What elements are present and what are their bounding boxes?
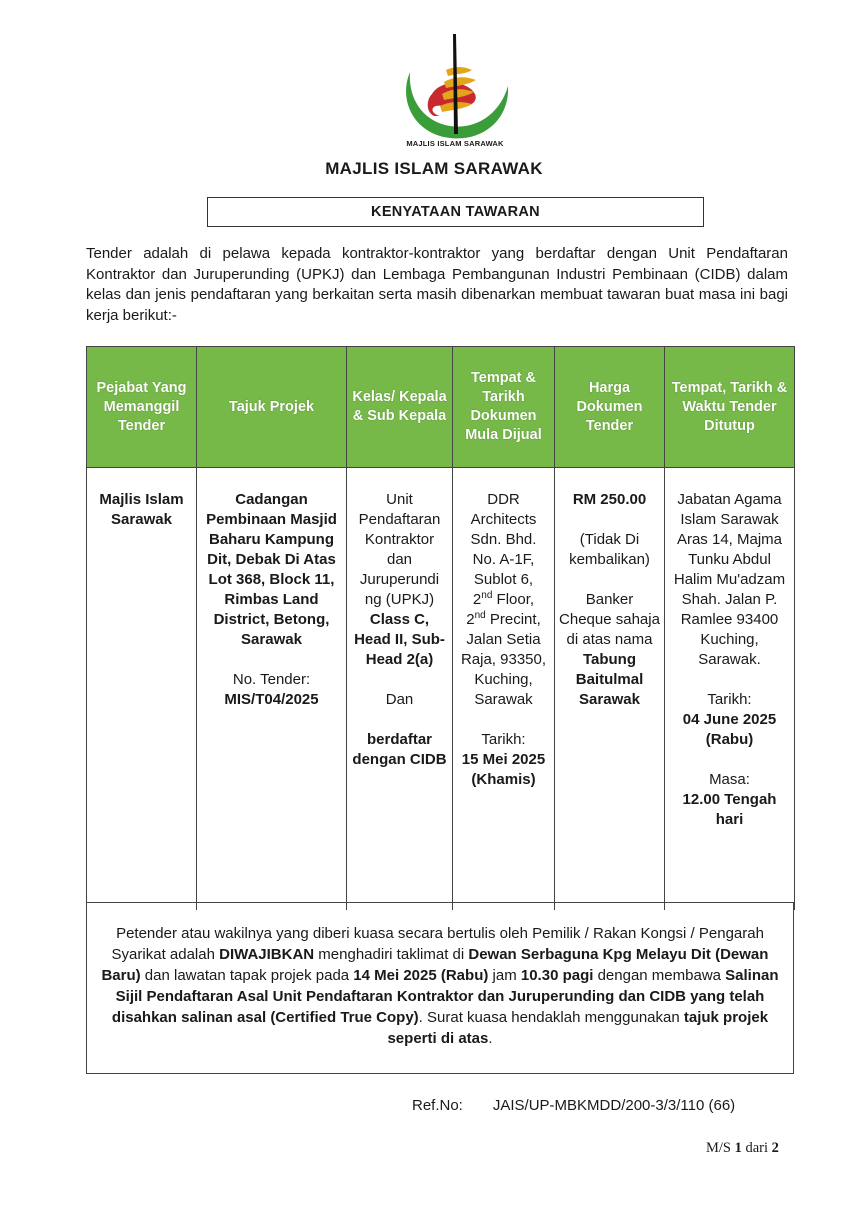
sale-floor bbox=[457, 590, 550, 610]
page-prefix: M/S bbox=[706, 1140, 735, 1156]
header-office: Pejabat Yang Memanggil Tender bbox=[87, 347, 197, 468]
briefing-date: 14 Mei 2025 (Rabu) bbox=[353, 967, 489, 984]
tender-no: MIS/T04/2025 bbox=[224, 691, 319, 708]
class-registration: Unit Pendaftaran Kontraktor dan Juruperundi ng (UPKJ) bbox=[358, 491, 441, 608]
sale-precint-num: 2 bbox=[466, 611, 475, 628]
sale-place-2: Jalan Setia Raja, 93350, Kuching, Sarawak bbox=[460, 631, 547, 708]
close-place: Jabatan Agama Islam Sarawak Aras 14, Majma Tunku Abdul Halim Mu'adzam Shah. Jalan P. Ramlee 93400 Kuching, Sarawak. bbox=[673, 491, 786, 668]
close-time-label: Masa: bbox=[709, 771, 750, 788]
briefing-time: 10.30 pagi bbox=[520, 967, 594, 984]
briefing-notice bbox=[86, 902, 794, 1074]
project-title: Cadangan Pembinaan Masjid Baharu Kampung Dit, Debak Di Atas Lot 368, Block 11, Rimbas Land District, Betong, Sarawak bbox=[206, 491, 337, 648]
sale-date: 15 Mei 2025 (Khamis) bbox=[461, 751, 546, 788]
class-code: Class C, Head II, Sub-Head 2(a) bbox=[354, 611, 445, 668]
sale-place-1: DDR Architects Sdn. Bhd. No. A-1F, Sublot 6, bbox=[470, 491, 537, 588]
briefing-text-3: dan lawatan tapak projek pada bbox=[140, 967, 354, 984]
close-time: 12.00 Tengah hari bbox=[682, 791, 777, 828]
logo-red-swoosh bbox=[428, 83, 476, 116]
sale-date-label: Tarikh: bbox=[481, 731, 526, 748]
briefing-text-4: jam bbox=[488, 967, 521, 984]
close-date: 04 June 2025 (Rabu) bbox=[682, 711, 777, 748]
ref-label: Ref.No: bbox=[412, 1097, 463, 1114]
logo-gold-ribbon-1 bbox=[446, 67, 472, 76]
briefing-text-5: dengan membawa bbox=[593, 967, 726, 984]
payment-text: Banker Cheque sahaja di atas nama bbox=[559, 591, 660, 648]
cell-project bbox=[197, 468, 347, 911]
briefing-text-6: . Surat kuasa hendaklah menggunakan bbox=[418, 1009, 684, 1026]
briefing-bold-1: DIWAJIBKAN bbox=[219, 946, 315, 963]
page-mid: dari bbox=[741, 1140, 772, 1156]
document-price: RM 250.00 bbox=[572, 491, 647, 508]
briefing-bold-6: tajuk projek seperti di atas bbox=[387, 1009, 769, 1047]
briefing-venue: Dewan Serbaguna Kpg Melayu Dit (Dewan Baru) bbox=[101, 946, 769, 984]
header-class: Kelas/ Kepala & Sub Kepala bbox=[347, 347, 453, 468]
reference-number bbox=[412, 1097, 735, 1114]
sale-precint bbox=[457, 610, 550, 630]
cell-office bbox=[87, 468, 197, 911]
tender-table-row bbox=[87, 468, 795, 911]
cell-closing bbox=[665, 468, 795, 911]
header-document-sale: Tempat & Tarikh Dokumen Mula Dijual bbox=[453, 347, 555, 468]
payment-payee: Tabung Baitulmal Sarawak bbox=[575, 651, 644, 708]
tender-table-header-row bbox=[87, 347, 795, 468]
header-project-title: Tajuk Projek bbox=[197, 347, 347, 468]
ref-code: JAIS/UP-MBKMDD/200-3/3/110 (66) bbox=[492, 1097, 736, 1114]
notice-title: KENYATAAN TAWARAN bbox=[371, 204, 540, 220]
briefing-text-1: Petender atau wakilnya yang diberi kuasa secara bertulis oleh Pemilik / Rakan Kongsi / Pengarah Syarikat adalah bbox=[111, 925, 764, 963]
logo-caption: MAJLIS ISLAM SARAWAK bbox=[406, 139, 504, 148]
header-document-price: Harga Dokumen Tender bbox=[555, 347, 665, 468]
cell-class bbox=[347, 468, 453, 911]
briefing-text-2: menghadiri taklimat di bbox=[314, 946, 469, 963]
sale-floor-num: 2 bbox=[472, 591, 482, 608]
sale-floor-sup: nd bbox=[481, 590, 493, 601]
page-current: 1 bbox=[734, 1140, 742, 1156]
cell-document-price bbox=[555, 468, 665, 911]
sale-precint-text: Precint, bbox=[485, 611, 541, 628]
briefing-text-7: . bbox=[488, 1030, 493, 1047]
page-total: 2 bbox=[771, 1140, 779, 1156]
price-note: (Tidak Di kembalikan) bbox=[569, 531, 650, 568]
organisation-title: MAJLIS ISLAM SARAWAK bbox=[325, 159, 543, 178]
briefing-documents: Salinan Sijil Pendaftaran Asal Unit Pendaftaran Kontraktor dan Juruperunding dan CIDB yang telah disahkan salinan asal (Certified True Copy) bbox=[111, 967, 779, 1026]
intro-paragraph: Tender adalah di pelawa kepada kontraktor-kontraktor yang berdaftar dengan Unit Pendaftaran Kontraktor dan Juruperunding (UPKJ) dan Lembaga Pembangunan Industri Pembinaan (CIDB) dalam kelas dan jenis pendaftaran yang berkaitan serta masih dibenarkan membuat tawaran buat masa ini bagi kerja berikut:- bbox=[86, 245, 788, 324]
close-date-label: Tarikh: bbox=[707, 691, 752, 708]
sale-precint-sup: nd bbox=[474, 610, 486, 621]
sale-floor-text: Floor, bbox=[492, 591, 535, 608]
notice-title-box bbox=[207, 197, 704, 227]
class-cidb: berdaftar dengan CIDB bbox=[352, 731, 447, 768]
tender-no-label: No. Tender: bbox=[232, 671, 311, 688]
class-and: Dan bbox=[385, 691, 414, 708]
majlis-islam-sarawak-logo bbox=[392, 30, 522, 150]
office-name: Majlis Islam Sarawak bbox=[99, 491, 184, 528]
page-number bbox=[706, 1140, 779, 1157]
cell-document-sale bbox=[453, 468, 555, 911]
tender-table bbox=[86, 346, 795, 910]
header-closing: Tempat, Tarikh & Waktu Tender Ditutup bbox=[665, 347, 795, 468]
